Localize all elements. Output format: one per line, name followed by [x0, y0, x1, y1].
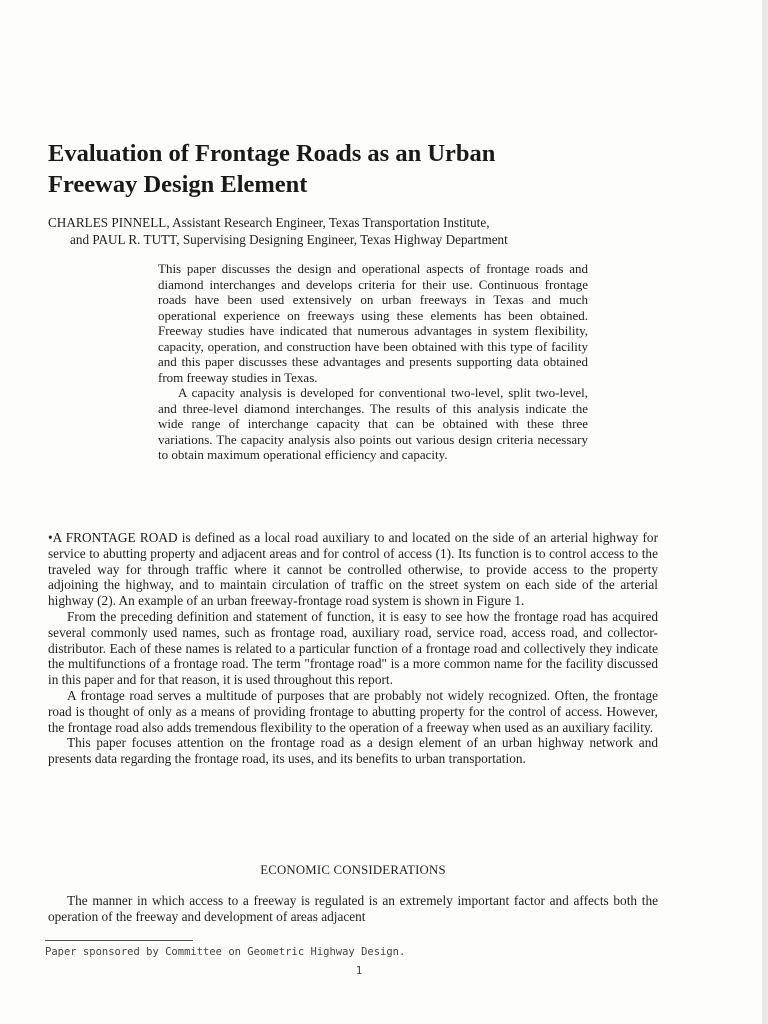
abstract [158, 261, 588, 463]
title-line-1: Evaluation of Frontage Roads as an Urban [48, 140, 496, 167]
paper-title [48, 138, 728, 200]
footnote-divider [45, 940, 193, 941]
body-paragraph-1: •A FRONTAGE ROAD is defined as a local road auxiliary to and located on the side of an arterial highway for service to abutting property and adjacent areas and for control of access (1). Its function is to control access to the traveled way for through traffic where it cannot be controlled otherwise, to provide access to the property adjoining the highway, and to maintain circulation of traffic on the street system on each side of the arterial highway (2). An example of an urban freeway-frontage road system is shown in Figure 1. [48, 530, 658, 609]
section-heading: ECONOMIC CONSIDERATIONS [260, 863, 446, 877]
author-block [48, 214, 758, 248]
page-number: 1 [355, 964, 363, 977]
title-line-2: Freeway Design Element [48, 171, 308, 198]
page-edge-shadow [762, 0, 768, 1024]
author-line-1: CHARLES PINNELL, Assistant Research Engineer, Texas Transportation Institute, [48, 215, 490, 230]
body-paragraph-3: A frontage road serves a multitude of purposes that are probably not widely recognized. Often, the frontage road is thought of only as a means of providing frontage to abutting property for the control of access. However, the frontage road also adds tremendous flexibility to the operation of a freeway when used as an auxiliary facility. [48, 687, 658, 735]
body-paragraph-2: From the preceding definition and statement of function, it is easy to see how the frontage road has acquired several commonly used names, such as frontage road, auxiliary road, service road, access road, and collector-distributor. Each of these names is related to a particular function of a frontage road and collectively they indicate the multifunctions of a frontage road. The term "frontage road" is a more common name for the facility discussed in this paper and for that reason, it is used throughout this report. [48, 608, 658, 688]
abstract-paragraph-2: A capacity analysis is developed for conventional two-level, split two-level, and three-level diamond interchanges. The results of this analysis indicate the wide range of interchange capacity that can be obtained with these three variations. The capacity analysis also points out various design criteria necessary to obtain maximum operational efficiency and capacity. [158, 385, 588, 462]
abstract-paragraph-1: This paper discusses the design and operational aspects of frontage roads and diamond interchanges and develops criteria for their use. Continuous frontage roads have been used extensively on urban freeways in Texas and much operational experience on freeways using these elements has been obtained. Freeway studies have indicated that numerous advantages in system flexibility, capacity, operation, and construction have been obtained with this type of facility and this paper discusses these advantages and presents supporting data obtained from freeway studies in Texas. [158, 261, 588, 385]
body-text [48, 530, 658, 767]
author-line-2: and PAUL R. TUTT, Supervising Designing Engineer, Texas Highway Department [70, 232, 508, 247]
footnote: Paper sponsored by Committee on Geometric Highway Design. [45, 946, 406, 958]
body-paragraph-4: This paper focuses attention on the frontage road as a design element of an urban highway network and presents data regarding the frontage road, its uses, and its benefits to urban transportation. [48, 735, 658, 767]
section-paragraph-1: The manner in which access to a freeway is regulated is an extremely important factor and affects both the operation of the freeway and development of areas adjacent [48, 893, 658, 924]
section-body [48, 893, 658, 925]
